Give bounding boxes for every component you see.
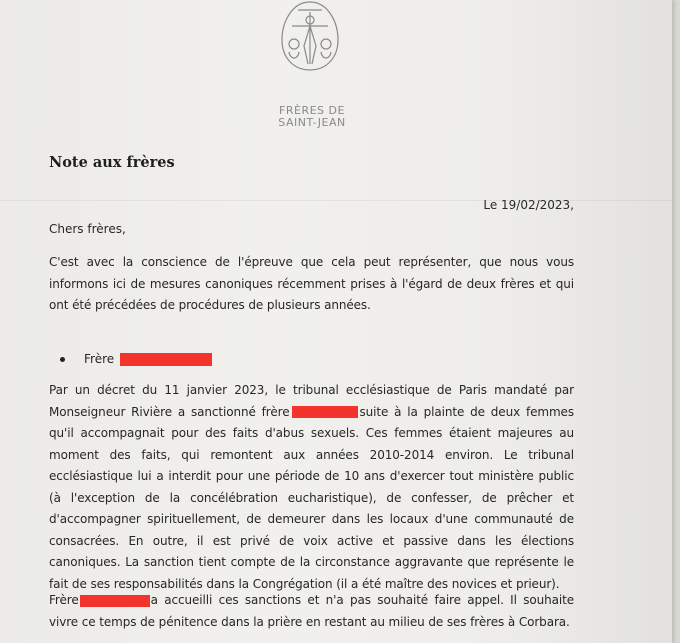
closing-paragraph <box>49 590 574 633</box>
intro-paragraph: C'est avec la conscience de l'épreuve que cela peut représenter, que nous vous informons ici de mesures canoniques récemment prises à l'égard de deux frères et qui ont été précédées de procédures de plusieurs années. <box>49 255 574 312</box>
document-title: Note aux frères <box>49 154 175 171</box>
document-date: Le 19/02/2023, <box>483 198 574 212</box>
redaction-bar <box>120 353 212 366</box>
sanction-text-start: Par un décret du 11 janvier 2023, le tribunal ecclésiastique de Paris mandaté par Monseigneur Rivière a sanctionné frère <box>49 383 574 419</box>
bullet-item <box>60 352 212 366</box>
closing-text-start: Frère <box>49 593 79 607</box>
sanction-paragraph <box>49 380 574 595</box>
crucifix-emblem-icon <box>278 0 342 72</box>
bullet-label: Frère <box>84 352 115 366</box>
org-line-1: FRÈRES DE <box>279 104 345 117</box>
redaction-bar <box>292 406 358 418</box>
org-line-2: SAINT-JEAN <box>278 116 346 129</box>
closing-text-end: a accueilli ces sanctions et n'a pas souhaité faire appel. Il souhaite vivre ce temps de pénitence dans la prière en restant au milieu de ses frères à Corbara. <box>49 593 574 629</box>
sanction-text-end: suite à la plainte de deux femmes qu'il accompagnait pour des faits d'abus sexuels. Ces femmes étaient majeures au moment des faits, qui remontent aux années 2010-2014 environ. Le tribunal ecclésiastique lui a interdit pour une période de 10 ans d'exercer tout ministère public (à l'exception de la concélébration eucharistique), de confesser, de prêcher et d'accompagner spirituellement, de demeurer dans les locaux d'une communauté de consacrées. En outre, il est privé de voix active et passive dans les élections canoniques. La sanction tient compte de la circonstance aggravante que représente le fait de ses responsabilités dans la Congrégation (il a été maître des novices et prieur). <box>49 404 574 591</box>
bullet-dot-icon <box>60 357 65 362</box>
redaction-bar <box>80 595 150 607</box>
greeting: Chers frères, <box>49 222 126 236</box>
organization-name <box>272 105 352 129</box>
